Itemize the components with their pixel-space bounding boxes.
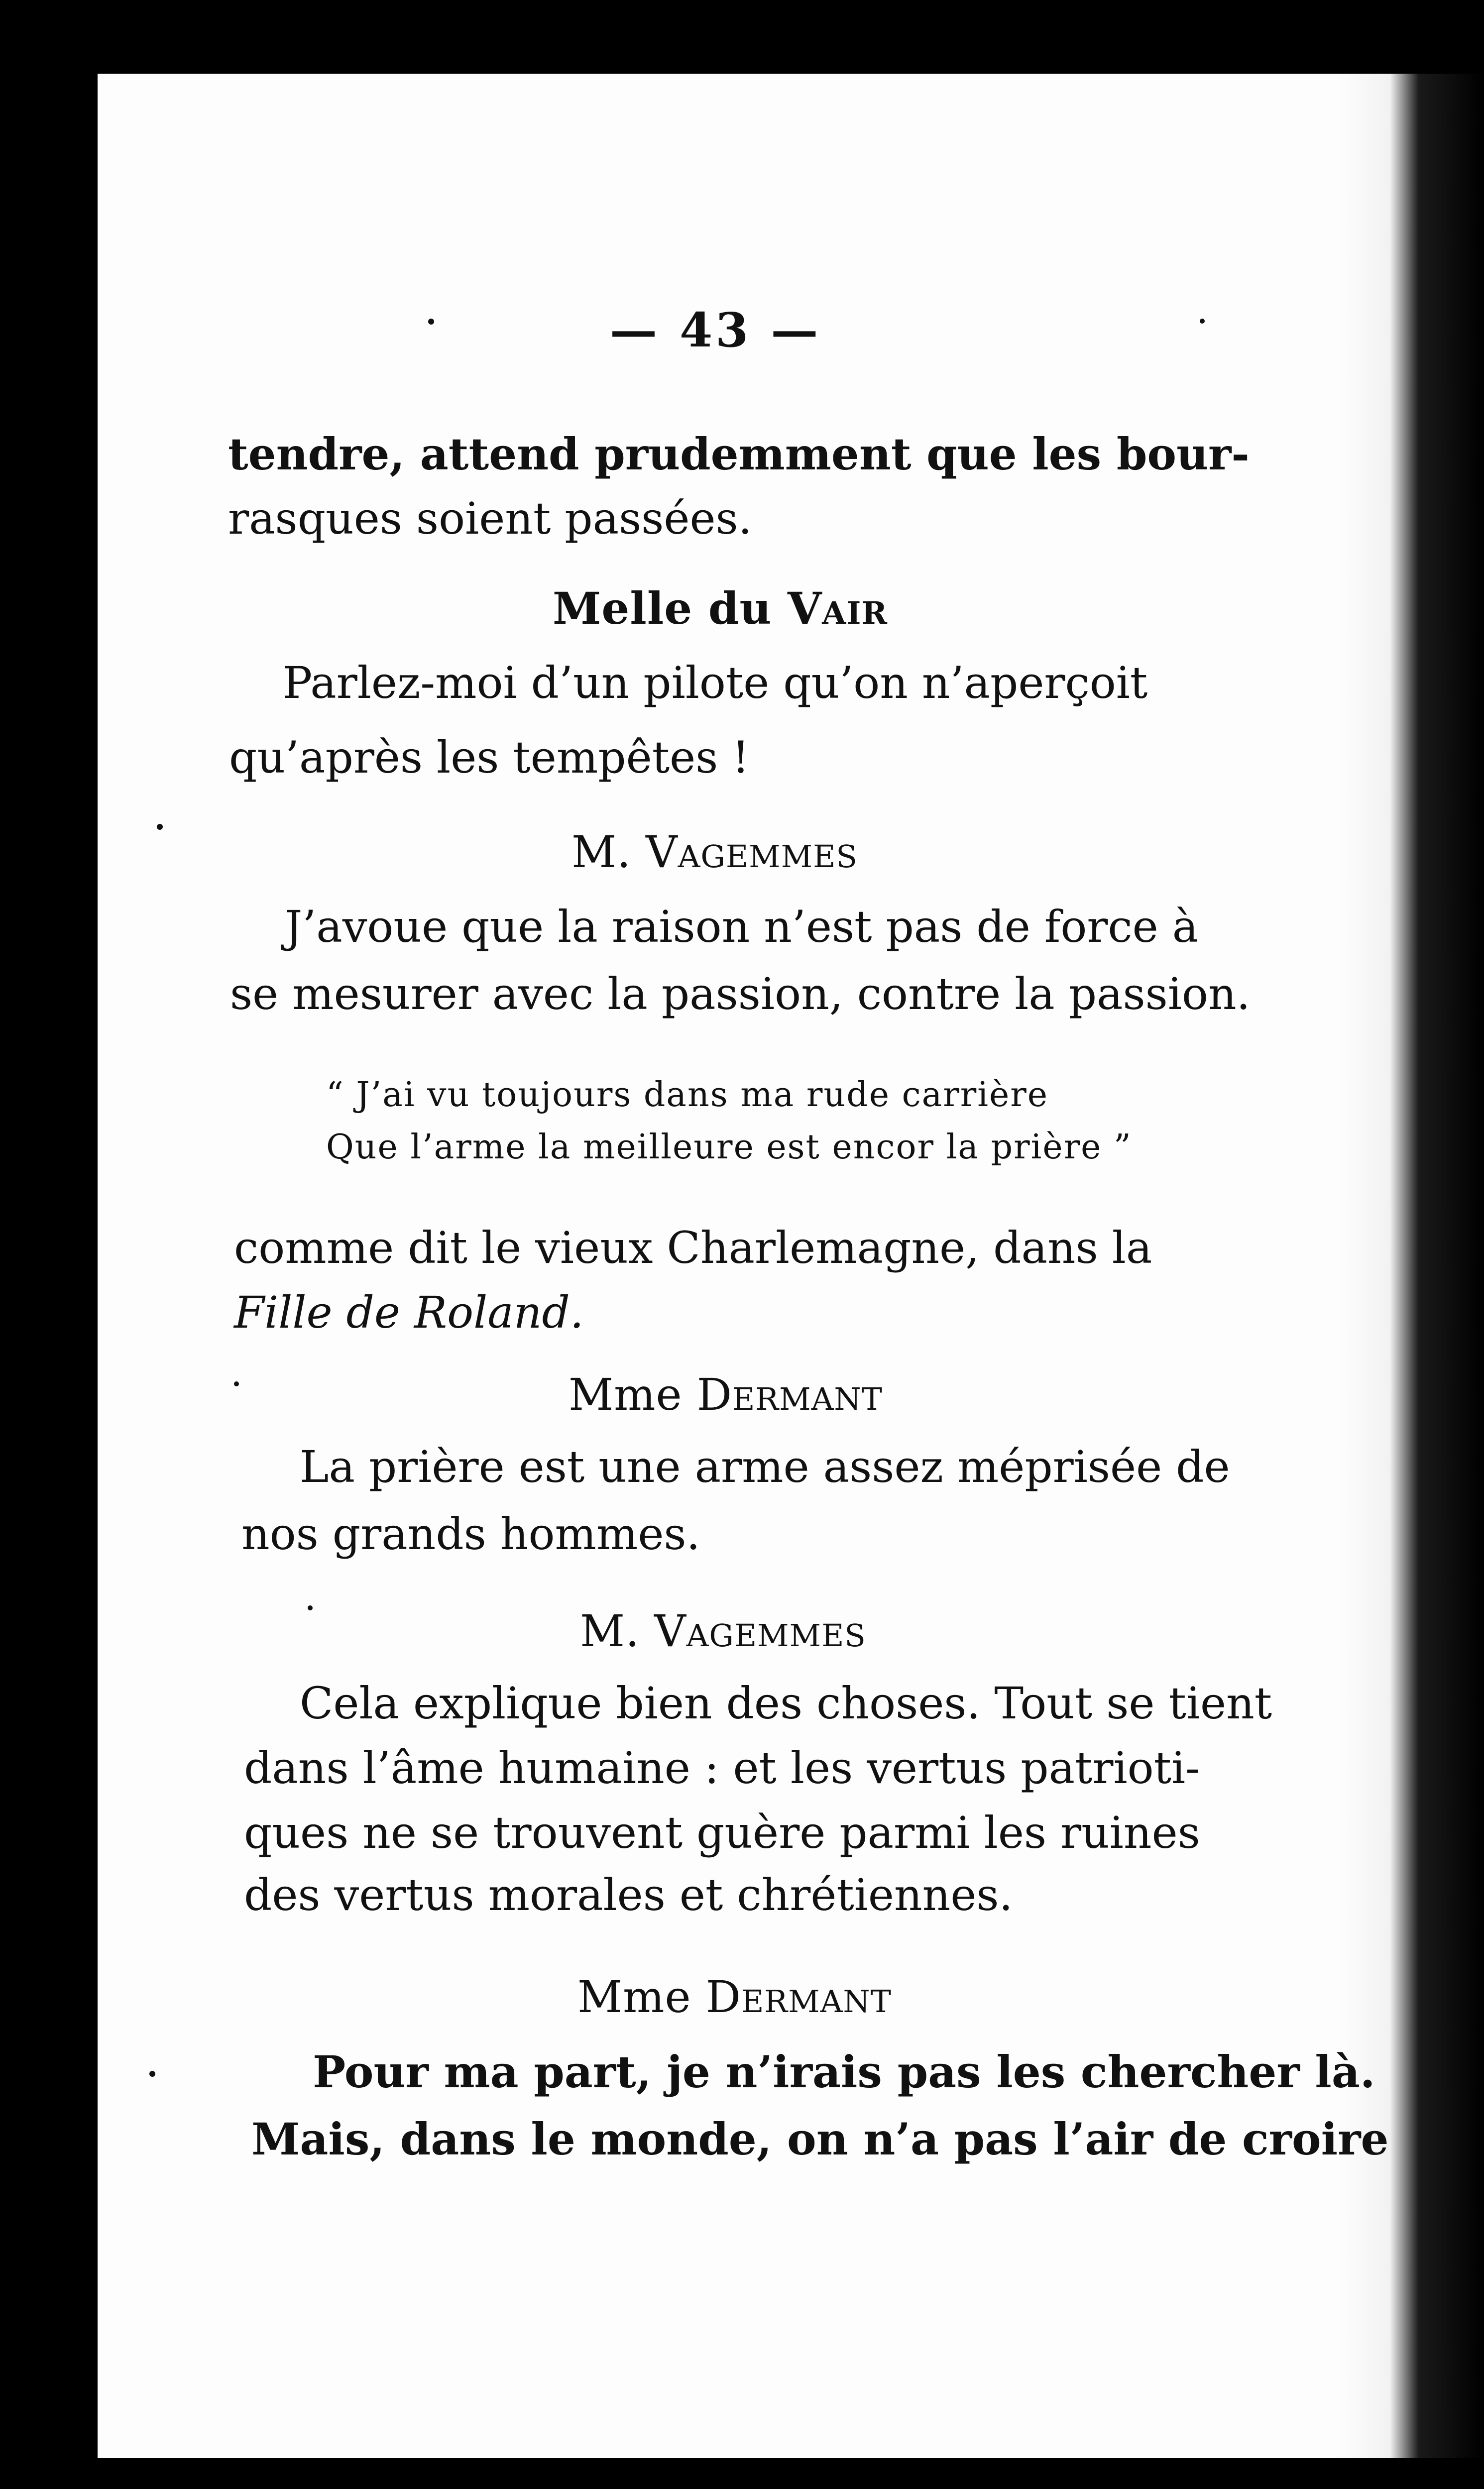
speaker-heading: [577, 1971, 892, 2023]
speaker-heading: [580, 1605, 866, 1657]
speaker-heading: [569, 1369, 883, 1420]
text-line: Mais, dans le monde, on n’a pas l’air de croire: [251, 2113, 1389, 2165]
scan-speck: [1200, 319, 1205, 324]
speaker-name: Dermant: [705, 1971, 892, 2023]
speaker-name: Vagemmes: [646, 826, 858, 878]
page-number: — 43 —: [610, 303, 821, 358]
text-line: nos grands hommes.: [241, 1508, 700, 1560]
speaker-heading: [553, 582, 888, 634]
text-line: rasques soient passées.: [228, 493, 752, 544]
speaker-prefix: Mme: [577, 1971, 706, 2023]
speaker-prefix: M.: [571, 826, 646, 878]
text-line: Pour ma part, je n’irais pas les chercher là.: [313, 2046, 1375, 2098]
speaker-prefix: M.: [580, 1605, 655, 1657]
verse-line: “ J’ai vu toujours dans ma rude carrière: [326, 1075, 1048, 1115]
text-line: La prière est une arme assez méprisée de: [300, 1441, 1230, 1492]
speaker-name: Vagemmes: [654, 1605, 866, 1657]
text-line: se mesurer avec la passion, contre la passion.: [230, 968, 1251, 1019]
text-line: des vertus morales et chrétiennes.: [244, 1869, 1013, 1921]
scan-speck: [308, 1605, 313, 1610]
text-line: Fille de Roland.: [234, 1287, 584, 1338]
scan-speck: [428, 319, 434, 325]
torn-right-edge: [1339, 74, 1484, 2458]
scan-speck: [149, 2071, 155, 2077]
text-line: dans l’âme humaine : et les vertus patrioti-: [244, 1742, 1200, 1794]
scan-speck: [234, 1381, 239, 1386]
text-line: ques ne se trouvent guère parmi les ruines: [244, 1807, 1200, 1858]
text-line: comme dit le vieux Charlemagne, dans la: [234, 1222, 1152, 1273]
text-line: Parlez-moi d’un pilote qu’on n’aperçoit: [283, 657, 1148, 708]
binding-edge: [55, 70, 98, 2464]
speaker-name: Vair: [788, 582, 888, 634]
text-line: J’avoue que la raison n’est pas de force à: [285, 901, 1199, 952]
scan-speck: [157, 824, 163, 830]
speaker-heading: [571, 826, 858, 878]
text-line: Cela explique bien des choses. Tout se tient: [300, 1678, 1272, 1729]
text-line: tendre, attend prudemment que les bour-: [228, 428, 1250, 480]
speaker-prefix: Mme: [569, 1369, 697, 1420]
text-line: qu’après les tempêtes !: [229, 732, 750, 783]
verse-line: Que l’arme la meilleure est encor la prière ”: [326, 1128, 1132, 1167]
speaker-name: Dermant: [696, 1369, 883, 1420]
speaker-prefix: Melle du: [553, 582, 788, 634]
